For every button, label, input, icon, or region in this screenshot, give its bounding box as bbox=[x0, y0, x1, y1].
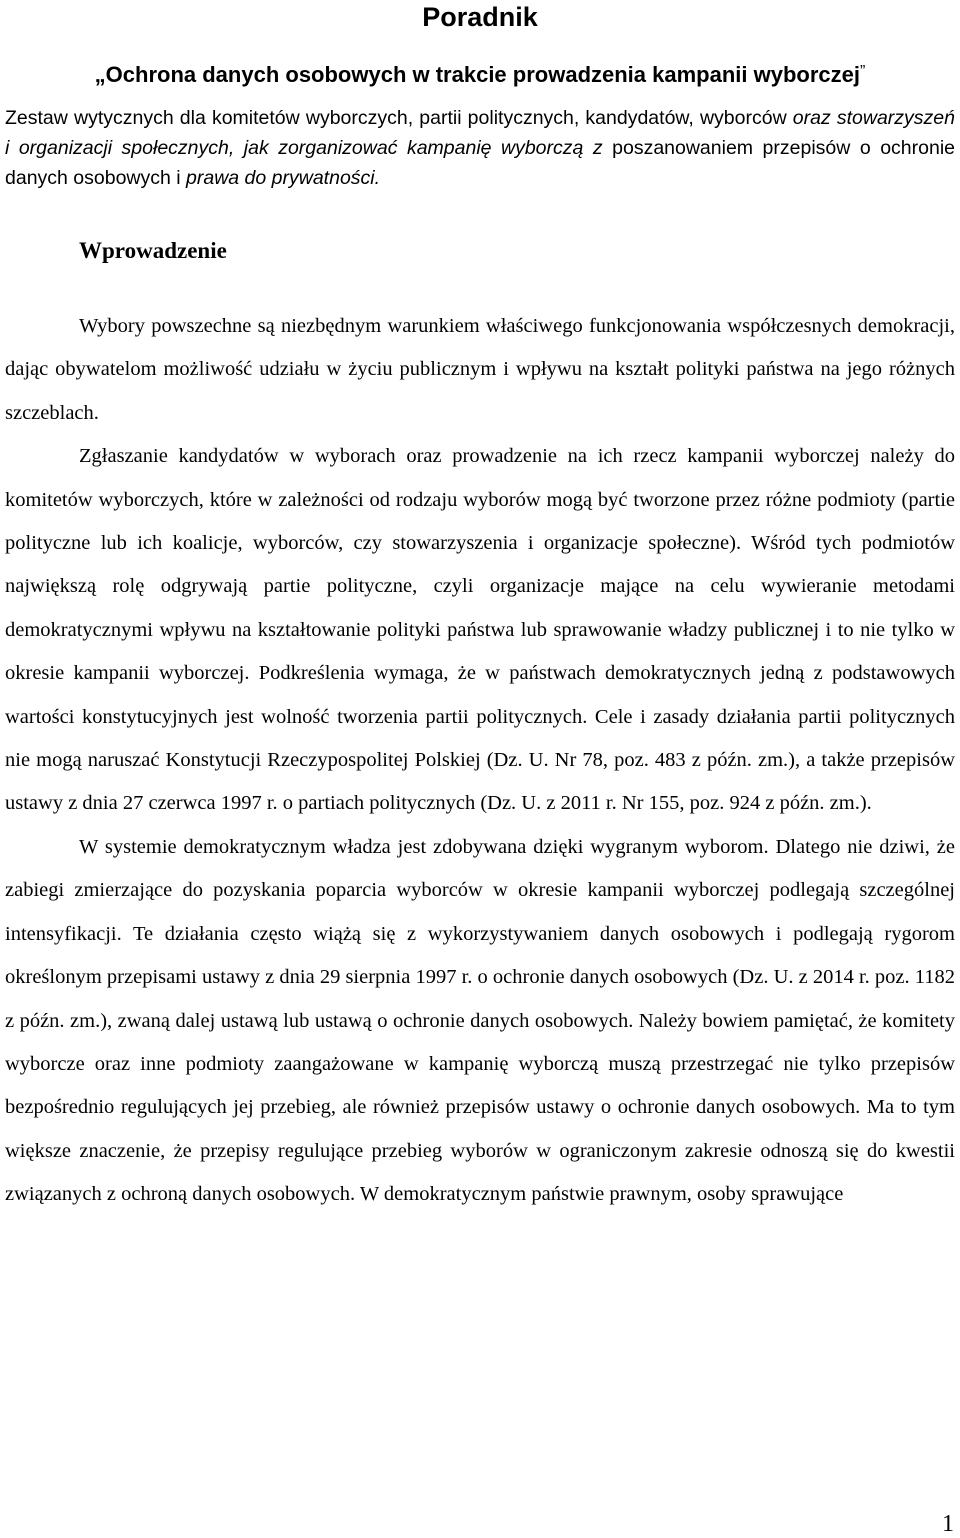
intro-part-2: oraz stowarzyszeń i organizacji społecznych, jak zorganizować kampanię wyborczą z bbox=[5, 107, 955, 159]
page-number: 1 bbox=[942, 1511, 954, 1537]
document-title: Poradnik bbox=[422, 2, 538, 32]
subtitle-text: Ochrona danych osobowych w trakcie prowadzenia kampanii wyborczej bbox=[105, 62, 860, 87]
subtitle-open-quote: „ bbox=[94, 62, 106, 87]
document-subtitle bbox=[0, 57, 960, 90]
intro-part-3: poszanowaniem przepisów o ochronie danych osobowych i bbox=[5, 137, 955, 189]
body-paragraph-2: Zgłaszanie kandydatów w wyborach oraz prowadzenie na ich rzecz kampanii wyborczej należy do komitetów wyborczych, które w zależności od rodzaju wyborów mogą być tworzone przez różne podmioty (partie polityczne lub ich koalicje, wyborców, czy stowarzyszenia i organizacje społeczne). Wśród tych podmiotów największą rolę odgrywają partie polityczne, czyli organizacje mające na celu wywieranie metodami demokratycznymi wpływu na kształtowanie polityki państwa lub sprawowanie władzy publicznej i to nie tylko w okresie kampanii wyborczej. Podkreślenia wymaga, że w państwach demokratycznych jedną z podstawowych wartości konstytucyjnych jest wolność tworzenia partii politycznych. Cele i zasady działania partii politycznych nie mogą naruszać Konstytucji Rzeczypospolitej Polskiej (Dz. U. Nr 78, poz. 483 z późn. zm.), a także przepisów ustawy z dnia 27 czerwca 1997 r. o partiach politycznych (Dz. U. z 2011 r. Nr 155, poz. 924 z późn. zm.). bbox=[5, 445, 955, 815]
body-text bbox=[5, 305, 955, 1217]
intro-paragraph bbox=[5, 103, 955, 193]
intro-part-4: prawa do prywatności. bbox=[186, 167, 381, 189]
intro-part-1: Zestaw wytycznych dla komitetów wyborczych, partii politycznych, kandydatów, wyborców bbox=[5, 107, 793, 129]
subtitle-close-quote: ” bbox=[860, 63, 866, 80]
body-paragraph-3: W systemie demokratycznym władza jest zdobywana dzięki wygranym wyborom. Dlatego nie dziwi, że zabiegi zmierzające do pozyskania poparcia wyborców w okresie kampanii wyborczej podlegają szczególnej intensyfikacji. Te działania często wiążą się z wykorzystywaniem danych osobowych i podlegają rygorom określonym przepisami ustawy z dnia 29 sierpnia 1997 r. o ochronie danych osobowych (Dz. U. z 2014 r. poz. 1182 z późn. zm.), zwaną dalej ustawą lub ustawą o ochronie danych osobowych. Należy bowiem pamiętać, że komitety wyborcze oraz inne podmioty zaangażowane w kampanię wyborczą muszą przestrzegać nie tylko przepisów bezpośrednio regulujących jej przebieg, ale również przepisów ustawy o ochronie danych osobowych. Ma to tym większe znaczenie, że przepisy regulujące przebieg wyborów w ograniczonym zakresie odnoszą się do kwestii związanych z ochroną danych osobowych. W demokratycznym państwie prawnym, osoby sprawujące bbox=[5, 835, 956, 1206]
body-paragraph-1: Wybory powszechne są niezbędnym warunkiem właściwego funkcjonowania współczesnych demokracji, dając obywatelom możliwość udziału w życiu publicznym i wpływu na kształt polityki państwa na jego różnych szczeblach. bbox=[5, 315, 955, 424]
section-heading: Wprowadzenie bbox=[79, 238, 227, 263]
